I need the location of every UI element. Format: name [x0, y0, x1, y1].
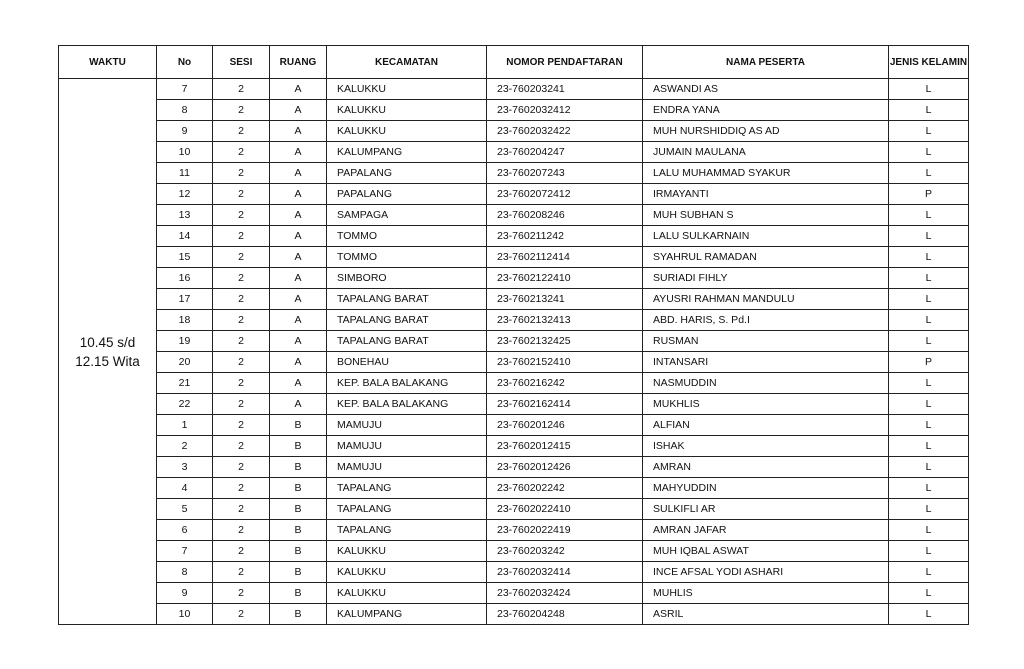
row-ruang: B [270, 457, 327, 478]
row-kecamatan: KALUKKU [327, 121, 487, 142]
row-sesi: 2 [213, 541, 270, 562]
row-nama-peserta: INCE AFSAL YODI ASHARI [643, 562, 889, 583]
row-ruang: A [270, 289, 327, 310]
table-row [59, 373, 969, 394]
row-ruang: A [270, 121, 327, 142]
table-row [59, 604, 969, 625]
row-sesi: 2 [213, 478, 270, 499]
row-nomor-pendaftaran: 23-7602032412 [487, 100, 643, 121]
row-nama-peserta: ENDRA YANA [643, 100, 889, 121]
header-row [59, 46, 969, 79]
row-sesi: 2 [213, 226, 270, 247]
row-jenis-kelamin: L [889, 247, 969, 268]
row-ruang: B [270, 415, 327, 436]
header-sesi: SESI [213, 46, 270, 79]
row-ruang: B [270, 520, 327, 541]
row-jenis-kelamin: L [889, 457, 969, 478]
table-body [59, 79, 969, 625]
row-no: 14 [157, 226, 213, 247]
row-nomor-pendaftaran: 23-7602022419 [487, 520, 643, 541]
table-row [59, 121, 969, 142]
row-nama-peserta: AMRAN JAFAR [643, 520, 889, 541]
row-nomor-pendaftaran: 23-760211242 [487, 226, 643, 247]
row-nomor-pendaftaran: 23-760203241 [487, 79, 643, 100]
row-sesi: 2 [213, 352, 270, 373]
row-jenis-kelamin: L [889, 289, 969, 310]
row-nomor-pendaftaran: 23-7602072412 [487, 184, 643, 205]
table-row [59, 100, 969, 121]
row-no: 10 [157, 142, 213, 163]
row-no: 9 [157, 121, 213, 142]
row-sesi: 2 [213, 394, 270, 415]
row-kecamatan: BONEHAU [327, 352, 487, 373]
row-kecamatan: KEP. BALA BALAKANG [327, 394, 487, 415]
row-nomor-pendaftaran: 23-7602112414 [487, 247, 643, 268]
row-jenis-kelamin: L [889, 394, 969, 415]
row-nama-peserta: INTANSARI [643, 352, 889, 373]
row-jenis-kelamin: L [889, 100, 969, 121]
row-kecamatan: KALUMPANG [327, 142, 487, 163]
table-row [59, 394, 969, 415]
row-kecamatan: KALUKKU [327, 583, 487, 604]
row-nomor-pendaftaran: 23-760202242 [487, 478, 643, 499]
participant-table [58, 45, 969, 625]
row-sesi: 2 [213, 604, 270, 625]
row-nama-peserta: NASMUDDIN [643, 373, 889, 394]
row-ruang: A [270, 226, 327, 247]
row-no: 16 [157, 268, 213, 289]
row-no: 8 [157, 100, 213, 121]
row-nama-peserta: LALU SULKARNAIN [643, 226, 889, 247]
row-kecamatan: TAPALANG BARAT [327, 331, 487, 352]
row-jenis-kelamin: P [889, 352, 969, 373]
row-kecamatan: KALUMPANG [327, 604, 487, 625]
row-ruang: B [270, 583, 327, 604]
row-nomor-pendaftaran: 23-7602022410 [487, 499, 643, 520]
header-jenis-kelamin: JENIS KELAMIN [889, 46, 969, 79]
row-nama-peserta: SYAHRUL RAMADAN [643, 247, 889, 268]
row-sesi: 2 [213, 310, 270, 331]
row-nama-peserta: LALU MUHAMMAD SYAKUR [643, 163, 889, 184]
row-no: 18 [157, 310, 213, 331]
row-nomor-pendaftaran: 23-7602152410 [487, 352, 643, 373]
table-row [59, 163, 969, 184]
row-ruang: A [270, 184, 327, 205]
row-no: 7 [157, 541, 213, 562]
row-jenis-kelamin: L [889, 478, 969, 499]
table-row [59, 142, 969, 163]
row-kecamatan: KALUKKU [327, 541, 487, 562]
row-ruang: A [270, 100, 327, 121]
row-nama-peserta: SURIADI FIHLY [643, 268, 889, 289]
table-row [59, 226, 969, 247]
row-kecamatan: KALUKKU [327, 79, 487, 100]
row-jenis-kelamin: L [889, 562, 969, 583]
row-kecamatan: TAPALANG BARAT [327, 310, 487, 331]
header-nama-peserta: NAMA PESERTA [643, 46, 889, 79]
row-kecamatan: MAMUJU [327, 457, 487, 478]
row-no: 5 [157, 499, 213, 520]
table-row [59, 352, 969, 373]
row-nomor-pendaftaran: 23-7602032414 [487, 562, 643, 583]
row-sesi: 2 [213, 373, 270, 394]
row-nama-peserta: RUSMAN [643, 331, 889, 352]
participant-schedule-sheet [58, 45, 968, 625]
row-no: 20 [157, 352, 213, 373]
row-no: 1 [157, 415, 213, 436]
row-sesi: 2 [213, 268, 270, 289]
row-nomor-pendaftaran: 23-760204247 [487, 142, 643, 163]
row-nama-peserta: ASRIL [643, 604, 889, 625]
waktu-line2: 12.15 Wita [75, 353, 140, 369]
row-nama-peserta: AYUSRI RAHMAN MANDULU [643, 289, 889, 310]
row-nama-peserta: AMRAN [643, 457, 889, 478]
row-jenis-kelamin: P [889, 184, 969, 205]
row-jenis-kelamin: L [889, 121, 969, 142]
row-nomor-pendaftaran: 23-760216242 [487, 373, 643, 394]
row-nomor-pendaftaran: 23-760207243 [487, 163, 643, 184]
row-jenis-kelamin: L [889, 163, 969, 184]
row-sesi: 2 [213, 415, 270, 436]
row-nama-peserta: MAHYUDDIN [643, 478, 889, 499]
table-row [59, 415, 969, 436]
row-jenis-kelamin: L [889, 79, 969, 100]
row-jenis-kelamin: L [889, 436, 969, 457]
row-sesi: 2 [213, 457, 270, 478]
header-waktu: WAKTU [59, 46, 157, 79]
row-sesi: 2 [213, 121, 270, 142]
row-no: 10 [157, 604, 213, 625]
row-nomor-pendaftaran: 23-7602032422 [487, 121, 643, 142]
row-no: 15 [157, 247, 213, 268]
row-ruang: A [270, 163, 327, 184]
row-ruang: B [270, 499, 327, 520]
header-nomor-pendaftaran: NOMOR PENDAFTARAN [487, 46, 643, 79]
row-ruang: B [270, 541, 327, 562]
row-nama-peserta: ASWANDI AS [643, 79, 889, 100]
row-sesi: 2 [213, 289, 270, 310]
row-kecamatan: PAPALANG [327, 184, 487, 205]
table-row [59, 79, 969, 100]
table-row [59, 289, 969, 310]
row-ruang: B [270, 436, 327, 457]
row-sesi: 2 [213, 583, 270, 604]
row-no: 22 [157, 394, 213, 415]
row-kecamatan: MAMUJU [327, 436, 487, 457]
row-nama-peserta: MUH SUBHAN S [643, 205, 889, 226]
table-row [59, 583, 969, 604]
row-nomor-pendaftaran: 23-760201246 [487, 415, 643, 436]
row-nomor-pendaftaran: 23-760204248 [487, 604, 643, 625]
row-sesi: 2 [213, 100, 270, 121]
row-kecamatan: KALUKKU [327, 100, 487, 121]
row-sesi: 2 [213, 331, 270, 352]
row-nama-peserta: IRMAYANTI [643, 184, 889, 205]
row-no: 12 [157, 184, 213, 205]
table-row [59, 478, 969, 499]
row-nomor-pendaftaran: 23-7602132425 [487, 331, 643, 352]
row-ruang: A [270, 268, 327, 289]
row-jenis-kelamin: L [889, 268, 969, 289]
row-ruang: A [270, 373, 327, 394]
row-no: 11 [157, 163, 213, 184]
table-row [59, 247, 969, 268]
row-no: 21 [157, 373, 213, 394]
row-sesi: 2 [213, 184, 270, 205]
row-nama-peserta: JUMAIN MAULANA [643, 142, 889, 163]
table-row [59, 562, 969, 583]
row-sesi: 2 [213, 142, 270, 163]
row-kecamatan: TAPALANG BARAT [327, 289, 487, 310]
row-nama-peserta: ALFIAN [643, 415, 889, 436]
table-row [59, 310, 969, 331]
row-jenis-kelamin: L [889, 541, 969, 562]
row-no: 19 [157, 331, 213, 352]
row-jenis-kelamin: L [889, 499, 969, 520]
row-no: 17 [157, 289, 213, 310]
row-jenis-kelamin: L [889, 226, 969, 247]
row-kecamatan: MAMUJU [327, 415, 487, 436]
table-header [59, 46, 969, 79]
row-jenis-kelamin: L [889, 583, 969, 604]
row-nama-peserta: SULKIFLI AR [643, 499, 889, 520]
row-jenis-kelamin: L [889, 310, 969, 331]
row-nama-peserta: ISHAK [643, 436, 889, 457]
row-kecamatan: KALUKKU [327, 562, 487, 583]
row-no: 13 [157, 205, 213, 226]
row-kecamatan: TOMMO [327, 226, 487, 247]
row-ruang: B [270, 478, 327, 499]
row-no: 9 [157, 583, 213, 604]
waktu-line1: 10.45 s/d [79, 334, 136, 350]
row-jenis-kelamin: L [889, 604, 969, 625]
row-ruang: A [270, 352, 327, 373]
table-row [59, 499, 969, 520]
row-kecamatan: SAMPAGA [327, 205, 487, 226]
row-no: 3 [157, 457, 213, 478]
row-ruang: A [270, 331, 327, 352]
row-kecamatan: TAPALANG [327, 520, 487, 541]
row-ruang: A [270, 310, 327, 331]
row-nomor-pendaftaran: 23-7602122410 [487, 268, 643, 289]
table-row [59, 205, 969, 226]
row-no: 2 [157, 436, 213, 457]
table-row [59, 520, 969, 541]
row-kecamatan: PAPALANG [327, 163, 487, 184]
table-row [59, 268, 969, 289]
row-nomor-pendaftaran: 23-7602162414 [487, 394, 643, 415]
row-sesi: 2 [213, 562, 270, 583]
row-nomor-pendaftaran: 23-7602012415 [487, 436, 643, 457]
row-nama-peserta: MUH IQBAL ASWAT [643, 541, 889, 562]
row-no: 8 [157, 562, 213, 583]
row-jenis-kelamin: L [889, 415, 969, 436]
row-jenis-kelamin: L [889, 331, 969, 352]
table-row [59, 184, 969, 205]
row-ruang: A [270, 142, 327, 163]
row-sesi: 2 [213, 205, 270, 226]
row-sesi: 2 [213, 499, 270, 520]
header-ruang: RUANG [270, 46, 327, 79]
row-jenis-kelamin: L [889, 520, 969, 541]
row-nomor-pendaftaran: 23-760213241 [487, 289, 643, 310]
row-jenis-kelamin: L [889, 205, 969, 226]
row-kecamatan: TAPALANG [327, 478, 487, 499]
row-ruang: B [270, 604, 327, 625]
row-ruang: A [270, 79, 327, 100]
row-ruang: A [270, 394, 327, 415]
row-sesi: 2 [213, 247, 270, 268]
row-sesi: 2 [213, 79, 270, 100]
row-nomor-pendaftaran: 23-7602012426 [487, 457, 643, 478]
row-kecamatan: TOMMO [327, 247, 487, 268]
row-nomor-pendaftaran: 23-760208246 [487, 205, 643, 226]
row-nama-peserta: MUHLIS [643, 583, 889, 604]
row-jenis-kelamin: L [889, 142, 969, 163]
row-nama-peserta: MUH NURSHIDDIQ AS AD [643, 121, 889, 142]
table-row [59, 331, 969, 352]
row-no: 6 [157, 520, 213, 541]
row-nomor-pendaftaran: 23-7602132413 [487, 310, 643, 331]
row-ruang: A [270, 205, 327, 226]
row-no: 4 [157, 478, 213, 499]
row-nama-peserta: MUKHLIS [643, 394, 889, 415]
table-row [59, 436, 969, 457]
row-kecamatan: SIMBORO [327, 268, 487, 289]
table-row [59, 457, 969, 478]
row-jenis-kelamin: L [889, 373, 969, 394]
row-kecamatan: KEP. BALA BALAKANG [327, 373, 487, 394]
header-kecamatan: KECAMATAN [327, 46, 487, 79]
row-no: 7 [157, 79, 213, 100]
waktu-cell [59, 79, 157, 625]
table-row [59, 541, 969, 562]
row-nomor-pendaftaran: 23-7602032424 [487, 583, 643, 604]
row-sesi: 2 [213, 163, 270, 184]
row-nama-peserta: ABD. HARIS, S. Pd.I [643, 310, 889, 331]
row-nomor-pendaftaran: 23-760203242 [487, 541, 643, 562]
row-ruang: A [270, 247, 327, 268]
row-sesi: 2 [213, 520, 270, 541]
row-ruang: B [270, 562, 327, 583]
header-no: No [157, 46, 213, 79]
row-kecamatan: TAPALANG [327, 499, 487, 520]
row-sesi: 2 [213, 436, 270, 457]
